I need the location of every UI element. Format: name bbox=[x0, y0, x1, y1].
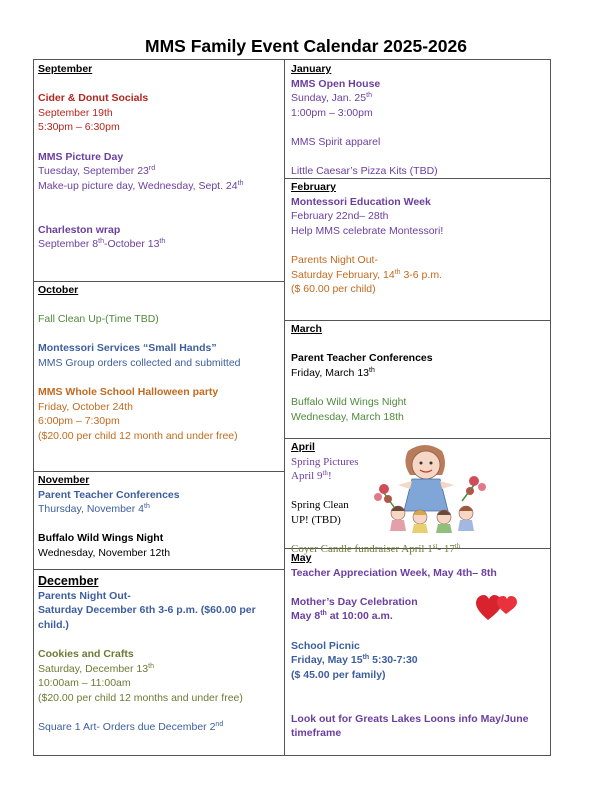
event-date: Saturday February, 14th 3-6 p.m. bbox=[291, 268, 442, 281]
month-heading: February bbox=[291, 181, 336, 193]
row-divider bbox=[284, 320, 551, 321]
event-date: Thursday, November 4th bbox=[38, 503, 150, 516]
event-date: Friday, October 24th bbox=[38, 400, 133, 413]
month-heading: January bbox=[291, 63, 332, 75]
march-section bbox=[291, 322, 433, 424]
event-time: 5:30pm – 6:30pm bbox=[38, 121, 120, 134]
event-title: MMS Spirit apparel bbox=[291, 135, 381, 148]
event-text: MMS Group orders collected and submitted bbox=[38, 356, 241, 369]
column-divider bbox=[284, 59, 285, 756]
event-title: Charleston wrap bbox=[38, 223, 121, 236]
event-title: Square 1 Art- Orders due December 2nd bbox=[38, 720, 224, 733]
event-text: UP! (TBD) bbox=[291, 513, 341, 526]
event-date: February 22nd– 28th bbox=[291, 210, 389, 223]
row-divider bbox=[33, 569, 285, 570]
september-section bbox=[38, 62, 243, 252]
february-section bbox=[291, 180, 443, 297]
event-price: ($ 45.00 per family) bbox=[291, 668, 386, 681]
event-title: Fall Clean Up-(Time TBD) bbox=[38, 313, 159, 326]
event-date: Saturday, December 13th bbox=[38, 662, 154, 675]
event-time: 10:00am – 11:00am bbox=[38, 677, 131, 690]
event-date: May 8th at 10:00 a.m. bbox=[291, 610, 393, 623]
event-title: MMS Picture Day bbox=[38, 150, 124, 163]
event-title: MMS Open House bbox=[291, 77, 381, 90]
event-date: September 19th bbox=[38, 106, 113, 119]
event-time: 1:00pm – 3:00pm bbox=[291, 106, 373, 119]
event-date: Friday, May 15th 5:30-7:30 bbox=[291, 654, 418, 667]
event-title: Cider & Donut Socials bbox=[38, 92, 149, 105]
month-heading: December bbox=[38, 574, 99, 588]
event-title: Spring Pictures bbox=[291, 455, 359, 468]
event-date: Wednesday, November 12th bbox=[38, 546, 171, 559]
month-heading: November bbox=[38, 474, 90, 486]
event-price: ($ 60.00 per child) bbox=[291, 283, 376, 296]
event-title: Spring Clean bbox=[291, 499, 349, 512]
event-title: Montessori Services “Small Hands” bbox=[38, 342, 217, 355]
event-date: Saturday December 6th 3-6 p.m. ($60.00 per bbox=[38, 604, 256, 617]
event-title: Little Caesar’s Pizza Kits (TBD) bbox=[291, 165, 438, 178]
event-title: Buffalo Wild Wings Night bbox=[38, 532, 164, 545]
event-date: September 8th-October 13th bbox=[38, 238, 166, 251]
month-heading: April bbox=[291, 441, 315, 453]
event-price: ($20.00 per child 12 months and under free) bbox=[38, 691, 243, 704]
month-heading: March bbox=[291, 323, 322, 335]
month-heading: September bbox=[38, 63, 93, 75]
event-title: Parent Teacher Conferences bbox=[291, 352, 433, 365]
event-title: Montessori Education Week bbox=[291, 195, 431, 208]
event-title: Parents Night Out- bbox=[291, 253, 378, 266]
page-title: MMS Family Event Calendar 2025-2026 bbox=[145, 36, 467, 56]
event-date: Sunday, Jan. 25th bbox=[291, 92, 372, 105]
november-section bbox=[38, 473, 180, 561]
event-price: ($20.00 per child 12 month and under free) bbox=[38, 429, 238, 442]
event-title: Mother’s Day Celebration bbox=[291, 595, 418, 608]
january-section bbox=[291, 62, 438, 179]
month-heading: May bbox=[291, 552, 312, 564]
event-date: Tuesday, September 23rd bbox=[38, 165, 156, 178]
event-title: Parents Night Out- bbox=[38, 589, 131, 602]
december-section bbox=[38, 574, 256, 735]
event-title: Cookies and Crafts bbox=[38, 647, 134, 660]
children-illustration bbox=[370, 441, 498, 533]
row-divider bbox=[284, 438, 551, 439]
hearts-icon bbox=[476, 594, 518, 622]
event-title: School Picnic bbox=[291, 639, 360, 652]
row-divider bbox=[33, 281, 285, 282]
event-price: child.) bbox=[38, 618, 69, 631]
may-section bbox=[291, 551, 528, 741]
month-heading: October bbox=[38, 284, 79, 296]
event-date: Wednesday, March 18th bbox=[291, 410, 404, 423]
event-title: Teacher Appreciation Week, May 4th– 8th bbox=[291, 566, 497, 579]
event-date: Make-up picture day, Wednesday, Sept. 24th bbox=[38, 179, 244, 192]
event-title: MMS Whole School Halloween party bbox=[38, 386, 219, 399]
event-date: Friday, March 13th bbox=[291, 366, 375, 379]
event-text: timeframe bbox=[291, 727, 342, 740]
event-title: Coyer Candle fundraiser April 1st- 17th bbox=[291, 542, 461, 556]
event-title: Buffalo Wild Wings Night bbox=[291, 395, 407, 408]
event-date: April 9th! bbox=[291, 469, 332, 483]
row-divider bbox=[33, 471, 285, 472]
october-section bbox=[38, 283, 241, 444]
event-title: Look out for Greats Lakes Loons info May/June bbox=[291, 712, 529, 725]
event-title: Parent Teacher Conferences bbox=[38, 488, 180, 501]
event-text: Help MMS celebrate Montessori! bbox=[291, 224, 444, 237]
event-time: 6:00pm – 7:30pm bbox=[38, 415, 120, 428]
